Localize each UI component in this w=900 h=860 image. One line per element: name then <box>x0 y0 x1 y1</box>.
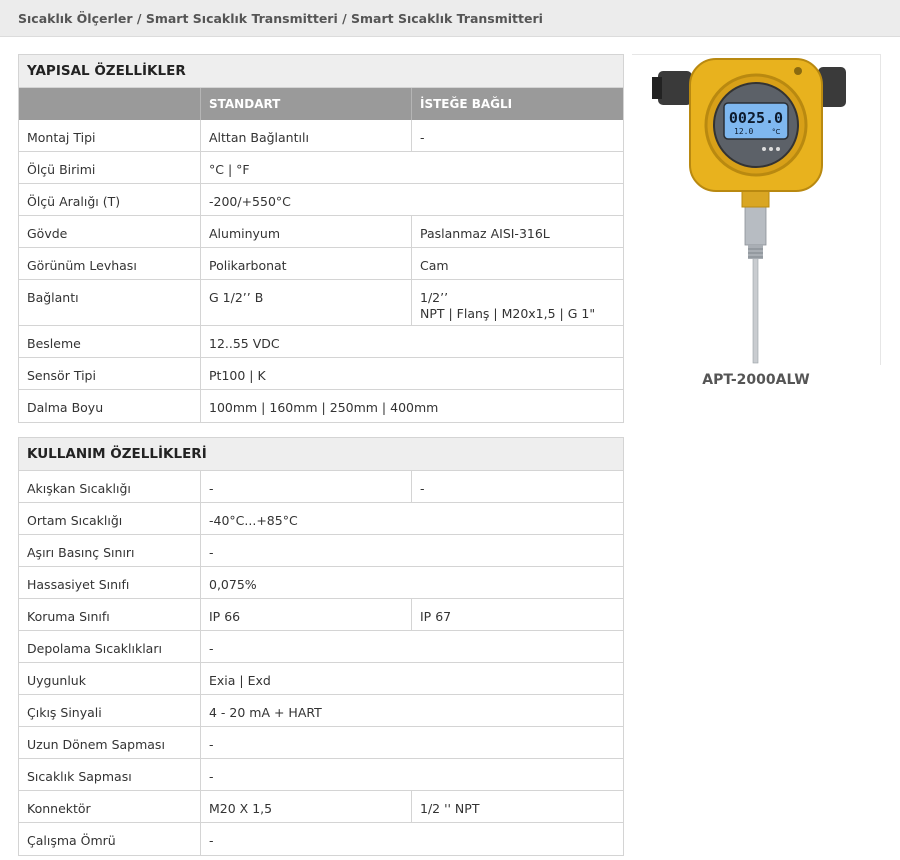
row-label: Konnektör <box>19 791 201 822</box>
row-label: Hassasiyet Sınıfı <box>19 567 201 598</box>
row-label: Ölçü Aralığı (T) <box>19 184 201 215</box>
standard-value: Pt100 | K <box>209 368 266 383</box>
table-row <box>19 823 623 855</box>
row-label: Gövde <box>19 216 201 247</box>
product-image <box>632 54 881 365</box>
table-row <box>19 567 623 599</box>
standard-value: IP 66 <box>201 599 412 630</box>
standard-value: °C | °F <box>209 162 250 177</box>
row-label: Besleme <box>19 326 201 357</box>
standard-value: - <box>209 641 214 656</box>
optional-value: Paslanmaz AISI-316L <box>420 226 550 241</box>
button-dot-icon <box>762 147 766 151</box>
table-row <box>19 248 623 280</box>
product-name: APT-2000ALW <box>702 372 810 388</box>
standard-value: - <box>201 471 412 502</box>
standard-value: 12..55 VDC <box>209 336 280 351</box>
table-row <box>19 216 623 248</box>
usage-table-body <box>19 471 623 855</box>
row-label: Akışkan Sıcaklığı <box>19 471 201 502</box>
table-row <box>19 791 623 823</box>
structural-features-title: YAPISAL ÖZELLİKLER <box>19 55 623 88</box>
cable-gland-left <box>658 71 692 105</box>
table-row <box>19 152 623 184</box>
row-label: Çıkış Sinyali <box>19 695 201 726</box>
table-row <box>19 390 623 422</box>
standard-value: G 1/2’’ B <box>201 280 412 325</box>
screw-icon <box>794 67 802 75</box>
row-label: Sıcaklık Sapması <box>19 759 201 790</box>
row-label: Uygunluk <box>19 663 201 694</box>
row-label: Ortam Sıcaklığı <box>19 503 201 534</box>
table-row <box>19 503 623 535</box>
standard-value: - <box>209 833 214 848</box>
usage-features-title: KULLANIM ÖZELLİKLERİ <box>19 438 623 471</box>
table-row <box>19 326 623 358</box>
standard-value: 100mm | 160mm | 250mm | 400mm <box>209 400 439 415</box>
standard-value: Aluminyum <box>201 216 412 247</box>
standard-value: Exia | Exd <box>209 673 271 688</box>
structural-header-row <box>19 88 623 120</box>
table-row <box>19 471 623 503</box>
standard-value: - <box>209 737 214 752</box>
row-label: Dalma Boyu <box>19 390 201 422</box>
structural-features-panel <box>18 54 624 423</box>
transmitter-illustration <box>632 55 880 365</box>
table-row <box>19 663 623 695</box>
table-row <box>19 727 623 759</box>
standard-value: Polikarbonat <box>201 248 412 279</box>
standard-value: 4 - 20 mA + HART <box>209 705 322 720</box>
table-row <box>19 358 623 390</box>
row-label: Ölçü Birimi <box>19 152 201 183</box>
row-label: Depolama Sıcaklıkları <box>19 631 201 662</box>
optional-value: IP 67 <box>420 609 452 624</box>
table-row <box>19 184 623 216</box>
optional-value: Cam <box>420 258 449 273</box>
optional-value: - <box>420 130 425 145</box>
row-label: Koruma Sınıfı <box>19 599 201 630</box>
standard-value: - <box>209 769 214 784</box>
table-row <box>19 695 623 727</box>
probe-rod <box>753 245 758 363</box>
table-row <box>19 280 623 326</box>
header-standard: STANDART <box>201 88 412 120</box>
standard-value: Alttan Bağlantılı <box>201 120 412 151</box>
breadcrumb-text[interactable]: Sıcaklık Ölçerler / Smart Sıcaklık Transmitteri / Smart Sıcaklık Transmitteri <box>18 11 543 26</box>
row-label: Montaj Tipi <box>19 120 201 151</box>
lcd-main-value: 0025.0 <box>728 109 784 127</box>
lcd-unit: °C <box>772 128 781 136</box>
hex-fitting <box>745 205 766 245</box>
optional-value: - <box>420 481 425 496</box>
row-label: Sensör Tipi <box>19 358 201 389</box>
table-row <box>19 631 623 663</box>
button-dot-icon <box>769 147 773 151</box>
lcd-sub-value: 12.0 <box>734 127 754 136</box>
row-label: Çalışma Ömrü <box>19 823 201 855</box>
table-row <box>19 759 623 791</box>
standard-value: M20 X 1,5 <box>201 791 412 822</box>
table-row <box>19 599 623 631</box>
structural-table-body <box>19 120 623 422</box>
row-label: Aşırı Basınç Sınırı <box>19 535 201 566</box>
row-label: Uzun Dönem Sapması <box>19 727 201 758</box>
table-row <box>19 120 623 152</box>
table-row <box>19 535 623 567</box>
breadcrumb <box>0 0 900 37</box>
standard-value: 0,075% <box>209 577 257 592</box>
button-dot-icon <box>776 147 780 151</box>
usage-features-panel <box>18 437 624 856</box>
optional-value: 1/2 '' NPT <box>420 801 480 816</box>
row-label: Görünüm Levhası <box>19 248 201 279</box>
standard-value: - <box>209 545 214 560</box>
standard-value: -200/+550°C <box>209 194 291 209</box>
header-optional: İSTEĞE BAĞLI <box>420 97 513 111</box>
row-label: Bağlantı <box>19 280 201 325</box>
optional-value: 1/2’’ NPT | Flanş | M20x1,5 | G 1" <box>420 290 596 321</box>
header-label-column <box>19 88 201 120</box>
standard-value: -40°C...+85°C <box>209 513 298 528</box>
